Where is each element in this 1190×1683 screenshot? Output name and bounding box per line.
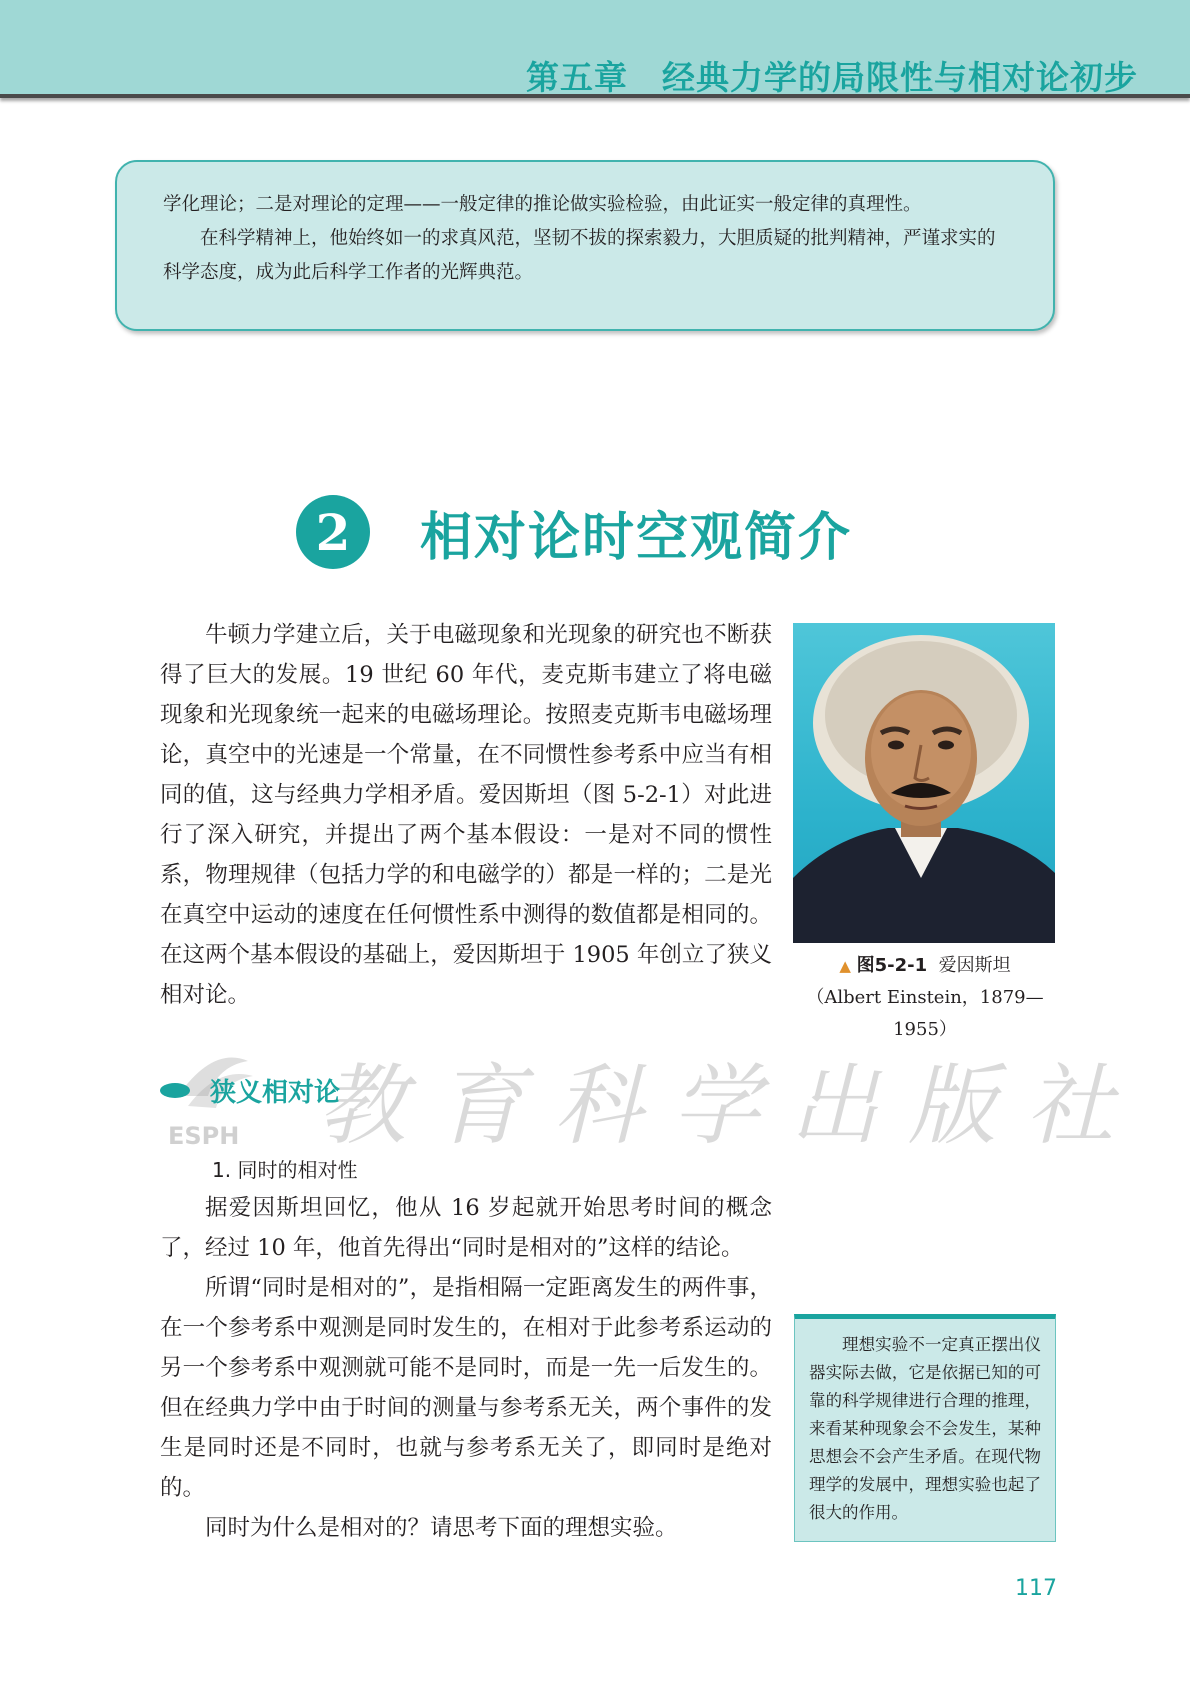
figure-number: 图5-2-1 [856, 955, 928, 976]
item-heading: 1. 同时的相对性 [212, 1158, 358, 1182]
section-heading [296, 500, 853, 568]
figure-caption [780, 950, 1070, 1046]
section-number-badge: 2 [296, 495, 370, 569]
info-box-line: 学化理论；二是对理论的定理——一般定律的推论做实验检验，由此证实一般定律的真理性。 [163, 194, 922, 215]
paragraph: 同时为什么是相对的？请思考下面的理想实验。 [205, 1515, 678, 1541]
subsection-title: 狭义相对论 [210, 1078, 341, 1108]
subsection-heading [160, 1072, 340, 1109]
intro-text [160, 615, 772, 1015]
chapter-number: 第五章 [526, 58, 628, 97]
info-box [115, 160, 1055, 331]
paragraph: 据爱因斯坦回忆，他从 16 岁起就开始思考时间的概念了，经过 10 年，他首先得出“同时是相对的”这样的结论。 [160, 1195, 772, 1261]
info-box-line: 在科学精神上，他始终如一的求真风范，坚韧不拔的探索毅力，大胆质疑的批判精神，严谨求实的科学态度，成为此后科学工作者的光辉典范。 [163, 228, 996, 283]
figure-name: 爱因斯坦 [938, 955, 1011, 976]
chapter-name: 经典力学的局限性与相对论初步 [662, 58, 1138, 97]
section-title: 相对论时空观简介 [420, 507, 853, 568]
figure-subtitle: （Albert Einstein，1879—1955） [806, 987, 1044, 1040]
page-number: 117 [1015, 1576, 1057, 1601]
triangle-marker-icon: ▲ [839, 957, 851, 975]
portrait-illustration [793, 623, 1055, 943]
bullet-dot-icon [160, 1083, 190, 1098]
body-text [160, 1188, 772, 1548]
logo-text: ESPH [168, 1122, 240, 1146]
paragraph: 牛顿力学建立后，关于电磁现象和光现象的研究也不断获得了巨大的发展。19 世纪 60 年代，麦克斯韦建立了将电磁现象和光现象统一起来的电磁场理论。按照麦克斯韦电磁场理论，真空中的光速是一个常量，在不同惯性参考系中应当有相同的值，这与经典力学相矛盾。爱因斯坦（图 5-2-1）对此进行了深入研究，并提出了两个基本假设：一是对不同的惯性系，物理规律（包括力学的和电磁学的）都是一样的；二是光在真空中运动的速度在任何惯性系中测得的数值都是相同的。在这两个基本假设的基础上，爱因斯坦于 1905 年创立了狭义相对论。 [160, 622, 772, 1008]
watermark-text: 教育科学出版社 [318, 1054, 1145, 1157]
side-note-text: 理想实验不一定真正摆出仪器实际去做，它是依据已知的可靠的科学规律进行合理的推理，来看某种现象会不会发生，某种思想会不会产生矛盾。在现代物理学的发展中，理想实验也起了很大的作用。 [809, 1335, 1041, 1522]
side-note [794, 1314, 1056, 1542]
einstein-portrait [793, 623, 1055, 943]
chapter-title [526, 52, 1138, 99]
paragraph: 所谓“同时是相对的”，是指相隔一定距离发生的两件事，在一个参考系中观测是同时发生的，在相对于此参考系运动的另一个参考系中观测就可能不是同时，而是一先一后发生的。但在经典力学中由于时间的测量与参考系无关，两个事件的发生是同时还是不同时，也就与参考系无关了，即同时是绝对的。 [160, 1275, 772, 1501]
page-header [0, 0, 1190, 98]
